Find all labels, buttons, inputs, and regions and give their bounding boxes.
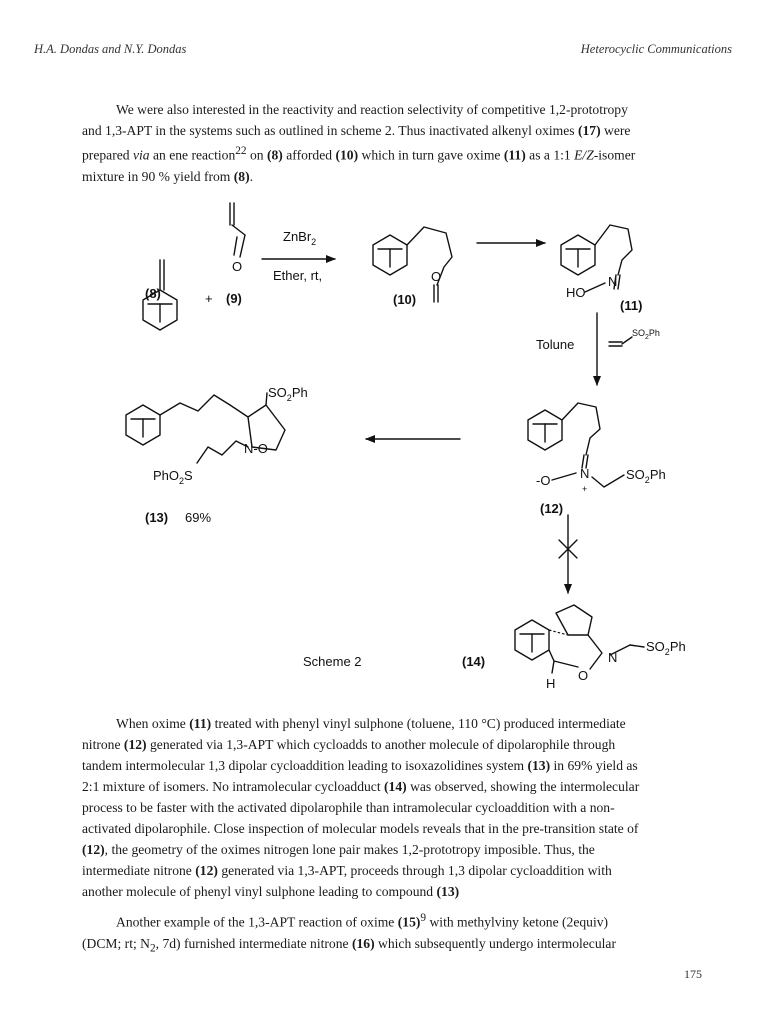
atom-o-9: O — [232, 259, 243, 274]
atom-o-10: O — [431, 269, 442, 284]
scheme-2-figure — [0, 185, 772, 705]
compound-10-structure — [373, 227, 452, 302]
atom-h-14: H — [546, 676, 556, 691]
paragraph-results: When oxime (11) treated with phenyl vinyl sulphone (toluene, 110 °C) produced intermediate nitrone (12) generated via 1,3-APT which cycloadds to another molecule of dipolarophile through tandem intermolecular 1,3 dipolar cycloaddition leading to isoxazolidines system (13) in 69% yield as 2:1 mixture of isomers. No intramolecular cycloadduct (14) was observed, showing the intermolecular process to be faster with the activated dipolarophile than intramolecular cycloaddition with a non- activated dipolarophile. Close inspection of molecular models reveals that in the pre-transition state of (12), the geometry of the oximes nitrogen lone pair makes 1,2-prototropy imposible. Thus, the intermediate nitrone (12) generated via 1,3-APT, proceeds through 1,3 dipolar cycloaddition with another molecule of phenyl vinyl sulphone leading to compound (13) — [82, 716, 640, 899]
plus-sign: + — [205, 291, 213, 306]
atom-n-14: N — [608, 650, 618, 665]
atom-n-12: N — [580, 466, 590, 481]
yield-13: 69% — [185, 510, 212, 525]
paragraph-second-example: Another example of the 1,3-APT reaction of oxime $(15)^9$ with methylviny ketone (2equiv) (DCM; rt; $N_2$, 7d) furnished intermediate nitrone (16) which subsequently undergo intermolecular — [82, 912, 616, 955]
reagent-znbr2: ZnBr$_2$ — [283, 229, 317, 247]
label-12: (12) — [540, 501, 564, 516]
label-9: (9) — [226, 291, 242, 306]
label-13: (13) — [145, 510, 169, 525]
scheme-caption: Scheme 2 — [303, 654, 362, 669]
reagent-ether: Ether, rt, — [273, 268, 323, 283]
compound-14-structure — [515, 605, 644, 673]
label-8: (8) — [145, 286, 161, 301]
label-11: (11) — [620, 298, 643, 313]
paragraph-intro: We were also interested in the reactivity and reaction selectivity of competitive 1,2-prototropy and 1,3-APT in the systems such as outlined in scheme 2. Thus inactivated alkenyl oximes (17) were prepared via an ene reaction$^{22}$ on (8) afforded (10) which in turn gave oxime (11) as a 1:1 E/Z-isomer mixture in 90 % yield from (8). — [82, 102, 636, 184]
compound-11-structure — [561, 225, 632, 292]
pho2s-13: PhO$_2$S — [153, 468, 193, 486]
so2ph-13: $SO_2Ph$ — [268, 385, 308, 403]
reagent-tolune: Tolune — [536, 337, 575, 352]
n-o-13: N-O — [244, 441, 268, 456]
atom-o-minus-12: -O — [536, 473, 551, 488]
running-header-journal: Heterocyclic Communications — [580, 42, 732, 56]
reagent-so2ph: $SO_2Ph$ — [632, 328, 660, 341]
atom-ho-11: HO — [566, 285, 586, 300]
page-number: 175 — [684, 967, 702, 981]
atom-n-11: N — [608, 274, 618, 289]
so2ph-12: $SO_2Ph$ — [626, 467, 666, 485]
running-header-authors: H.A. Dondas and N.Y. Dondas — [34, 42, 187, 56]
compound-9-structure — [230, 203, 245, 257]
label-10: (10) — [393, 292, 417, 307]
atom-o-14: O — [578, 668, 589, 683]
plus-charge-12: + — [582, 484, 588, 494]
label-14: (14) — [462, 654, 486, 669]
so2ph-14: $SO_2Ph$ — [646, 639, 686, 657]
